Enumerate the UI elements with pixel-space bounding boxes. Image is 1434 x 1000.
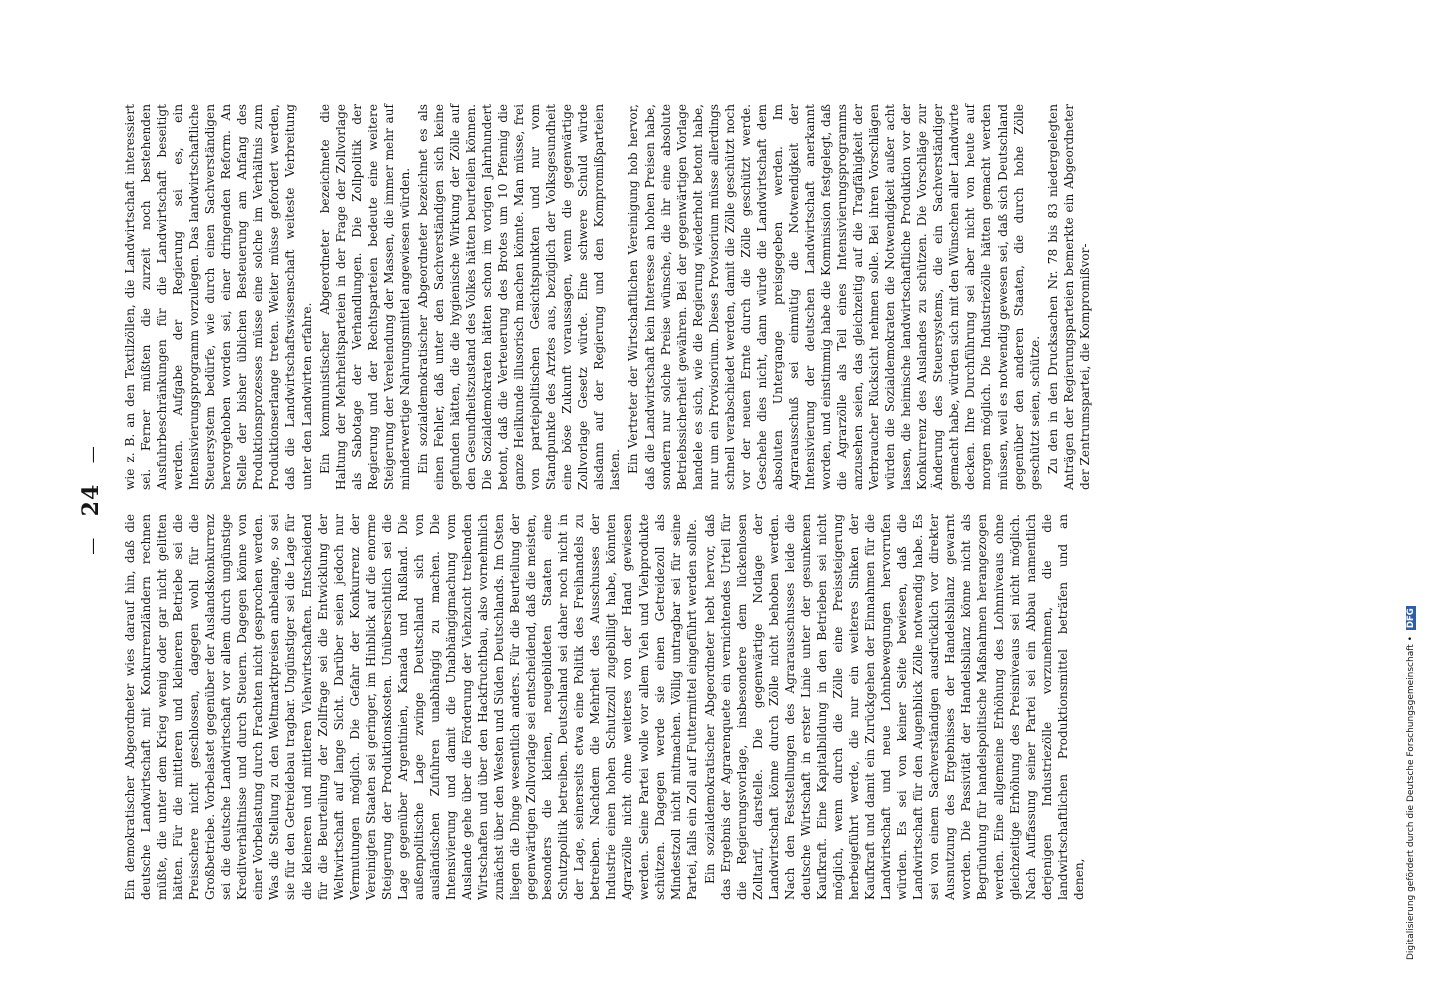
right-paragraph-5: Zu den in den Drucksachen Nr. 78 bis 83 niedergelegten Anträgen der Regierungsparteien bemerkte ein Abgeordneter der Zentrumspartei, die Kompromißvor- — [1045, 104, 1092, 490]
digitization-credit — [1406, 0, 1416, 960]
right-paragraph-2: Ein kommunistischer Abgeordneter bezeichnete die Haltung der Mehrheitsparteien in der Frage der Zollvorlage als Sabotage der Verhandlungen. Die Zollpolitik der Regierung und der Rechtsparteien bedeute eine weitere Steigerung der Verelendung der Massen, die immer mehr auf minderwertige Nahrungsmittel angewiesen würden. — [317, 104, 412, 490]
page-number: 24 — [78, 483, 104, 517]
credit-text: Digitalisierung gefördert durch die Deutsche Forschungsgemeinschaft • — [1406, 636, 1416, 960]
header-dash-left: — — [83, 536, 103, 555]
right-column — [122, 104, 1093, 490]
right-paragraph-1: wie z. B. an den Textilzöllen, die Landwirtschaft interessiert sei. Ferner müßten die zurzeit noch bestehenden Ausfuhrbeschränkungen für die Landwirtschaft beseitigt werden. Aufgabe der Regierung sei es, ein Intensivierungsprogramm vorzulegen. Das landwirtschaftliche Steuersystem bedürfe, wie durch einen Sachverständigen hervorgehoben worden sei, einer dringenden Reform. An Stelle der bisher üblichen Besteuerung am Anfang des Produktionsprozesses müsse eine solche im Verhältnis zum Produktionserlange treten. Weiter müsse gefordert werden, daß die Landwirtschaftswissenschaft weiteste Verbreitung unter den Landwirten erfahre. — [123, 104, 314, 490]
left-paragraph-2: Ein sozialdemokratischer Abgeordneter hebt hervor, daß das Ergebnis der Agrarenquete ein vernichtendes Urteil für die Regierungsvorlage, insbesondere dem lückenlosen Zolltarif, darstelle. Die gegenwärtige Notlage der Landwirtschaft könne durch Zölle nicht behoben werden. Nach den Feststellungen des Agrarausschusses leide die deutsche Wirtschaft in erster Linie unter der gesunkenen Kaufkraft. Eine Kapitalbildung in den Betrieben sei nicht möglich, wenn durch die Zölle eine Preissteigerung herbeigeführt werde, die nur ein weiteres Sinken der Kaufkraft und damit ein Zurückgehen der Einnahmen für die Landwirtschaft und neue Lohnbewegungen hervorrufen würden. Es sei von keiner Seite bewiesen, daß die Landwirtschaft für den Augenblick Zölle notwendig habe. Es sei von einem Sachverständigen ausdrücklich vor direkter Ausnutzung des Ergebnisses der Handelsbilanz gewarnt worden. Die Passivität der Handelsbilanz könne nicht als Begründung für handelspolitische Maßnahmen herangezogen werden. Eine allgemeine Erhöhung des Lohnniveaus ohne gleichzeitige Erhöhung des Preisniveaus sei nicht möglich. Nach Auffassung seiner Partei sei ein Abbau namentlich derjenigen Industriezölle vorzunehmen, die die landwirtschaftlichen Produktionsmittel beträfen und an denen, — [702, 514, 1086, 900]
left-column — [122, 514, 1087, 900]
right-paragraph-3: Ein sozialdemokratischer Abgeordneter bezeichnet es als einen Fehler, daß unter den Sachverständigen sich keine gefunden hätten, die die hygienische Wirkung der Zölle auf den Gesundheitszustand des Volkes hätten beurteilen können. Die Sozialdemokraten hätten schon im vorigen Jahrhundert betont, daß die Verteuerung des Brotes um 10 Pfennig die ganze Heilkunde illusorisch machen könnte. Man müsse, frei von parteipolitischen Gesichtspunkten und nur vom Standpunkte des Arztes aus, bezüglich der Volksgesundheit eine böse Zukunft voraussagen, wenn die gegenwärtige Zollvorlage Gesetz würde. Eine schwere Schuld würde alsdann auf der Regierung und den Kompromißparteien lasten. — [415, 104, 623, 490]
left-paragraph-1: Ein demokratischer Abgeordneter wies darauf hin, daß die deutsche Landwirtschaft mit Konkurrenzländern rechnen müßte, die unter dem Krieg wenig oder gar nicht gelitten hätten. Für die mittleren und kleineren Betriebe sei die Preisschere nicht geschlossen, dagegen wohl für die Großbetriebe. Vorbelastet gegenüber der Auslandskonkurrenz sei die deutsche Landwirtschaft vor allem durch ungünstige Kreditverhältnisse und durch Steuern. Dagegen könne von einer Vorbelastung durch Frachten nicht gesprochen werden. Was die Stellung zu den Weltmarktpreisen anbelange, so sei sie für den Getreidebau tragbar. Ungünstiger sei die Lage für die kleineren und mittleren Viehwirtschaften. Entscheidend für die Beurteilung der Zollfrage sei die Entwicklung der Weltwirtschaft auf lange Sicht. Darüber seien jedoch nur Vermutungen möglich. Die Gefahr der Konkurrenz der Vereinigten Staaten sei geringer, im Hinblick auf die enorme Steigerung der Produktionskosten. Unübersichtlich sei die Lage gegenüber Argentinien, Kanada und Rußland. Die außenpolitische Lage zwinge Deutschland sich von ausländischen Zufuhren unabhängig zu machen. Die Intensivierung und damit die Unabhängigmachung vom Auslande gehe über die Förderung der Viehzucht treibenden Wirtschaften und über den Hackfruchtbau, also vornehmlich zunächst über den Westen und Süden Deutschlands. Im Osten liegen die Dinge wesentlich anders. Für die Beurteilung der gegenwärtigen Zollvorlage sei entscheidend, daß die meisten, besonders die kleinen, neugebildeten Staaten eine Schutzpolitik betreiben. Deutschland sei daher noch nicht in der Lage, seinerseits etwa eine Politik des Freihandels zu betreiben. Nachdem die Mehrheit des Ausschusses der Industrie einen hohen Schutzzoll zugebilligt habe, könnten Agrarzölle nicht ohne weiteres von der Hand gewiesen werden. Seine Partei wolle vor allem Vieh und Viehprodukte schützen. Dagegen werde sie einen Getreidezoll als Mindestzoll nicht mitmachen. Völlig untragbar sei für seine Partei, falls ein Zoll auf Futtermittel eingeführt werden sollte. — [123, 514, 699, 900]
header-dash-right: — — [83, 445, 103, 464]
dfg-logo: DFG — [1406, 608, 1416, 629]
page-header — [78, 0, 104, 1000]
right-paragraph-4: Ein Vertreter der Wirtschaftlichen Vereinigung hob hervor, daß die Landwirtschaft kein Interesse an hohen Preisen habe, sondern nur solche Preise wünsche, die ihr eine absolute Betriebssicherheit gewähren. Bei der gegenwärtigen Vorlage handele es sich, wie die Regierung wiederholt betont habe, nur um ein Provisorium. Dieses Provisorium müsse allerdings schnell verabschiedet werden, damit die Zölle geschützt noch vor der neuen Ernte durch die Zölle geschützt werde. Geschehe dies nicht, dann würde die Landwirtschaft dem absoluten Untergange preisgegeben werden. Im Agrarausschuß sei einmütig die Notwendigkeit der Intensivierung der deutschen Landwirtschaft anerkannt worden, und einstimmig habe die Kommission festgelegt, daß die Agrarzölle als Teil eines Intensivierungsprogramms anzusehen seien, das gleichzeitig auf die Tragfähigkeit der Verbraucher Rücksicht nehmen solle. Bei ihren Vorschlägen würden die Sozialdemokraten die Notwendigkeit außer acht lassen, die heimische landwirtschaftliche Produktion vor der Konkurrenz des Auslandes zu schützen. Die Vorschläge zur Änderung des Steuersystems, die ein Sachverständiger gemacht habe, würden sich mit den Wünschen aller Landwirte decken. Ihre Durchführung sei aber nicht von heute auf morgen möglich. Die Industriezölle hätten gemacht werden müssen, weil es notwendig gewesen sei, daß sich Deutschland gegenüber den anderen Staaten, die durch hohe Zölle geschützt seien, schütze. — [626, 104, 1042, 490]
